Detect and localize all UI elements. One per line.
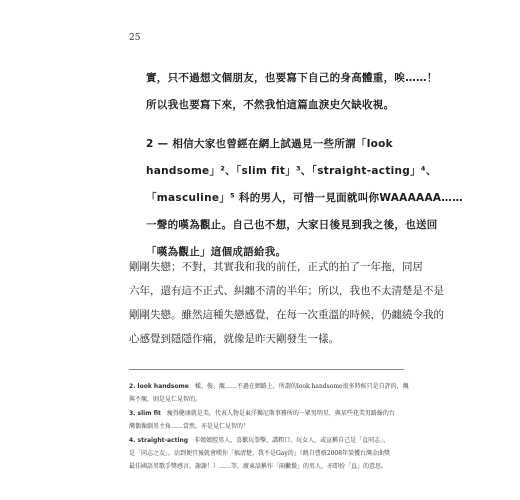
footnote-term: 3. slim fit [129, 410, 161, 417]
paragraph-2 [146, 136, 463, 271]
paragraph-line: 剛剛失戀；不對，其實我和我的前任，正式的拍了一年拖，同居 [129, 261, 423, 273]
paragraph-line: handsome」²、「slim fit」³、「straight-acting」⁴、 [146, 165, 437, 177]
paragraph-line: 實，只不過想文個朋友，也要寫下自己的身高體重，唉……！ [146, 72, 438, 84]
footnote-text: 瘦得健康就是美，代表人物是東洋獨尼斯事務所的一眾男明星，與某些花美男路線的台 [166, 410, 395, 417]
footnote-line: 灣偶像劇男主角……當然，亦是見仁見智的！ [129, 423, 250, 430]
footnote-text: 非娘娘腔男人，喜歡玩拳擊、講粗口、玩女人，或宣稱自己是「直同志」， [194, 437, 390, 444]
paragraph-1 [146, 70, 438, 124]
page-number: 25 [129, 33, 141, 43]
footnote-divider [129, 369, 404, 370]
footnote-line [129, 407, 409, 420]
paragraph-line: 剛剛失戀。雖然這種失戀感覺，在每一次重溫的時候，仍纏繞令我的 [129, 309, 444, 321]
footnote-text: 樣、俊、靚……不過在網路上，所謂的look handsome很多時候只是自評的，靚 [194, 383, 409, 390]
footnote-2 [129, 380, 409, 406]
footnote-4 [129, 434, 409, 473]
footnote-line: 最佳國語男歌手獎感言，謝謝！）……等，廣東話稱作「兩撇鬚」的男人，亦即扮「直」的意思。 [129, 463, 388, 470]
paragraph-line: 一聲的嘆為觀止。自己也不想，大家日後見到我之後，也送回 [146, 219, 438, 231]
paragraph-line: 2 — 相信大家也曾經在網上試過見一些所謂「look [146, 138, 393, 150]
footnote-line [129, 434, 409, 447]
paragraph-line: 六年，還有這不正式、糾纏不清的半年；所以，我也不太清楚是不是 [129, 285, 444, 297]
paragraph-line: 所以我也要寫下來，不然我怕這篇血淚史欠缺收視。 [146, 99, 395, 111]
footnotes [129, 380, 409, 474]
paragraph-line: 「masculine」⁵ 科的男人，可惜一見面就叫你WAAAAAA…… [146, 192, 463, 204]
footnote-term: 2. look handsome [129, 383, 189, 390]
footnote-term: 4. straight-acting [129, 437, 189, 444]
footnote-line [129, 380, 409, 393]
footnote-line: 是「同志之友」。沾到便宜後就會嘆你「搞清楚，我不是Gay的」（饒自曹格2008年榮獲台灣金曲獎 [129, 450, 391, 457]
footnote-3 [129, 407, 409, 433]
paragraph-line: 「嘆為觀止」這個成語給我。 [146, 246, 287, 258]
paragraph-3 [129, 259, 444, 355]
footnote-line: 與不靚，則是見仁見智的。 [129, 396, 202, 403]
paragraph-line: 心感覺到隱隱作痛，就像是昨天剛發生一樣。 [129, 333, 339, 345]
